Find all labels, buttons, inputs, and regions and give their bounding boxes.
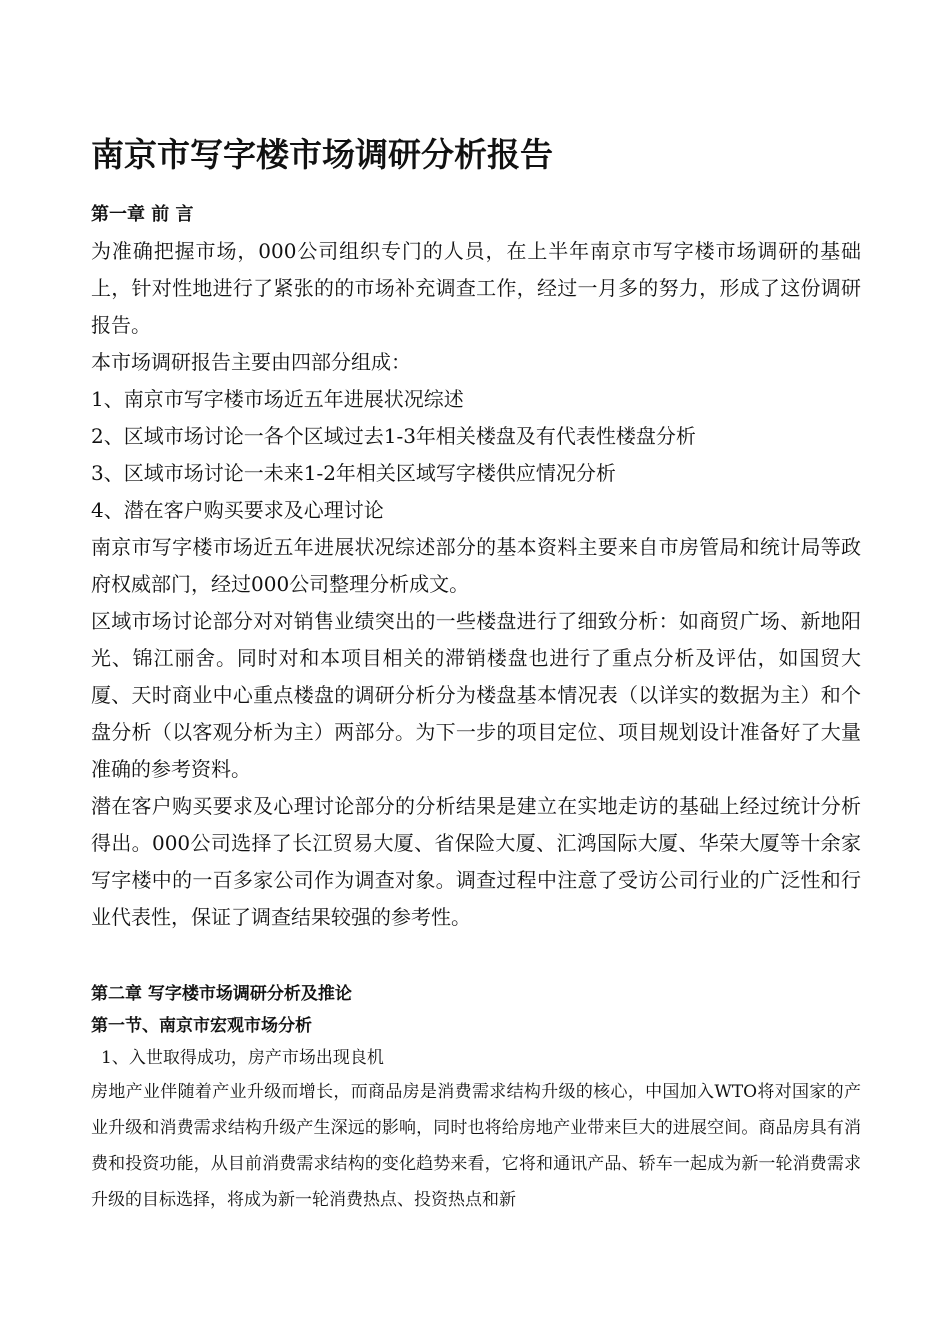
chapter1-list-item-4: 4、潜在客户购买要求及心理讨论 — [91, 498, 384, 522]
chapter1-list-item-3: 3、区域市场讨论一未来1-2年相关区域写字楼供应情况分析 — [91, 461, 616, 485]
document-title: 南京市写字楼市场调研分析报告 — [91, 135, 553, 174]
document-body — [91, 196, 861, 1218]
chapter2-heading: 第二章 写字楼市场调研分析及推论 — [91, 984, 352, 1004]
chapter1-list-item-1: 1、南京市写字楼市场近五年进展状况综述 — [91, 387, 464, 411]
chapter1-paragraph-composition: 本市场调研报告主要由四部分组成： — [91, 350, 411, 374]
chapter1-paragraph-customers: 潜在客户购买要求及心理讨论部分的分析结果是建立在实地走访的基础上经过统计分析得出。000公司选择了长江贸易大厦、省保险大厦、汇鸿国际大厦、华荣大厦等十余家写字楼中的一百多家公司作为调查对象。调查过程中注意了受访公司行业的广泛性和行业代表性，保证了调查结果较强的参考性。 — [91, 794, 861, 929]
section-gap — [91, 936, 861, 978]
chapter1-paragraph-regional: 区域市场讨论部分对对销售业绩突出的一些楼盘进行了细致分析：如商贸广场、新地阳光、锦江丽舍。同时对和本项目相关的滞销楼盘也进行了重点分析及评估，如国贸大厦、天时商业中心重点楼盘的调研分析分为楼盘基本情况表（以详实的数据为主）和个盘分析（以客观分析为主）两部分。为下一步的项目定位、项目规划设计准备好了大量准确的参考资料。 — [91, 609, 861, 781]
chapter1-list-item-2: 2、区域市场讨论一各个区域过去1-3年相关楼盘及有代表性楼盘分析 — [91, 424, 696, 448]
chapter2-item1: 1、入世取得成功，房产市场出现良机 — [101, 1048, 384, 1068]
chapter1-paragraph-sources: 南京市写字楼市场近五年进展状况综述部分的基本资料主要来自市房管局和统计局等政府权威部门，经过000公司整理分析成文。 — [91, 535, 861, 596]
chapter2-paragraph: 房地产业伴随着产业升级而增长，而商品房是消费需求结构升级的核心，中国加入WTO将对国家的产业升级和消费需求结构升级产生深远的影响，同时也将给房地产业带来巨大的进展空间。商品房具有消费和投资功能，从目前消费需求结构的变化趋势来看，它将和通讯产品、轿车一起成为新一轮消费需求升级的目标选择，将成为新一轮消费热点、投资热点和新 — [91, 1082, 861, 1210]
chapter1-paragraph-intro: 为准确把握市场，000公司组织专门的人员，在上半年南京市写字楼市场调研的基础上，针对性地进行了紧张的的市场补充调查工作，经过一月多的努力，形成了这份调研报告。 — [91, 239, 861, 337]
chapter1-heading: 第一章 前 言 — [91, 204, 194, 225]
chapter2-section1-heading: 第一节、南京市宏观市场分析 — [91, 1016, 312, 1036]
